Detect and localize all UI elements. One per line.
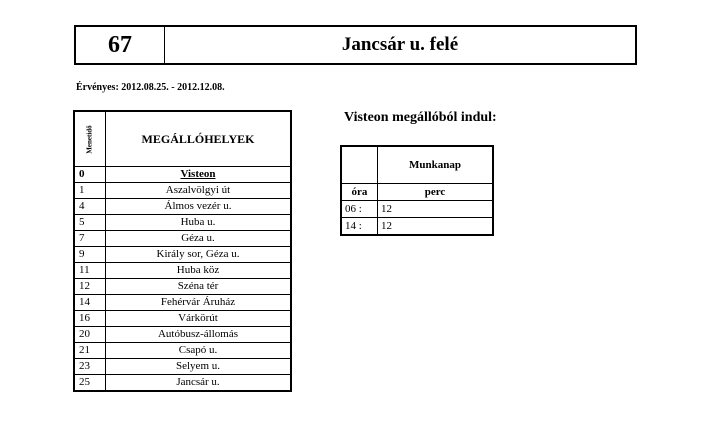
departure-minutes: 12 xyxy=(378,218,494,236)
stop-name: Király sor, Géza u. xyxy=(106,247,292,263)
stop-name: Selyem u. xyxy=(106,359,292,375)
stop-travel-time: 7 xyxy=(74,231,106,247)
stop-travel-time: 1 xyxy=(74,183,106,199)
stop-row xyxy=(74,327,291,343)
departures-table xyxy=(340,145,494,236)
stop-row xyxy=(74,311,291,327)
stop-travel-time: 16 xyxy=(74,311,106,327)
departures-title: Visteon megállóból indul: xyxy=(344,110,497,125)
stop-name: Jancsár u. xyxy=(106,375,292,392)
stop-row xyxy=(74,183,291,199)
stop-travel-time: 25 xyxy=(74,375,106,392)
stops-table xyxy=(73,110,292,392)
stop-row xyxy=(74,247,291,263)
stop-row xyxy=(74,375,291,392)
departure-row xyxy=(341,201,493,218)
stop-row xyxy=(74,295,291,311)
stop-row xyxy=(74,215,291,231)
stop-row xyxy=(74,167,291,183)
departure-row xyxy=(341,218,493,236)
stop-name: Géza u. xyxy=(106,231,292,247)
stop-travel-time: 9 xyxy=(74,247,106,263)
departure-minutes: 12 xyxy=(378,201,494,218)
minute-header: perc xyxy=(378,184,494,201)
stop-name: Visteon xyxy=(106,167,292,183)
stop-row xyxy=(74,343,291,359)
stop-travel-time: 11 xyxy=(74,263,106,279)
stop-name: Csapó u. xyxy=(106,343,292,359)
stop-row xyxy=(74,279,291,295)
departure-hour: 14 : xyxy=(341,218,378,236)
stop-travel-time: 14 xyxy=(74,295,106,311)
route-destination: Jancsár u. felé xyxy=(341,34,459,55)
stop-row xyxy=(74,359,291,375)
validity-period: Érvényes: 2012.08.25. - 2012.12.08. xyxy=(76,82,225,93)
route-header xyxy=(74,25,637,65)
route-number: 67 xyxy=(76,27,165,63)
stop-name: Álmos vezér u. xyxy=(106,199,292,215)
stop-travel-time: 12 xyxy=(74,279,106,295)
stop-row xyxy=(74,231,291,247)
stop-travel-time: 5 xyxy=(74,215,106,231)
stop-name: Várkörút xyxy=(106,311,292,327)
stop-row xyxy=(74,263,291,279)
travel-time-header: Menetidő xyxy=(74,111,106,167)
stops-name-header: MEGÁLLÓHELYEK xyxy=(106,111,292,167)
stop-travel-time: 21 xyxy=(74,343,106,359)
stop-travel-time: 0 xyxy=(74,167,106,183)
stop-travel-time: 20 xyxy=(74,327,106,343)
stop-name: Huba u. xyxy=(106,215,292,231)
stop-name: Huba köz xyxy=(106,263,292,279)
stop-row xyxy=(74,199,291,215)
stop-travel-time: 4 xyxy=(74,199,106,215)
column-header-row xyxy=(341,184,493,201)
stop-name: Aszalvölgyi út xyxy=(106,183,292,199)
day-type-row xyxy=(341,146,493,184)
stop-name: Széna tér xyxy=(106,279,292,295)
day-type-label: Munkanap xyxy=(378,146,494,184)
departure-hour: 06 : xyxy=(341,201,378,218)
hour-header: óra xyxy=(341,184,378,201)
stop-name: Fehérvár Áruház xyxy=(106,295,292,311)
stops-table-header xyxy=(74,111,291,167)
stop-travel-time: 23 xyxy=(74,359,106,375)
stop-name: Autóbusz-állomás xyxy=(106,327,292,343)
